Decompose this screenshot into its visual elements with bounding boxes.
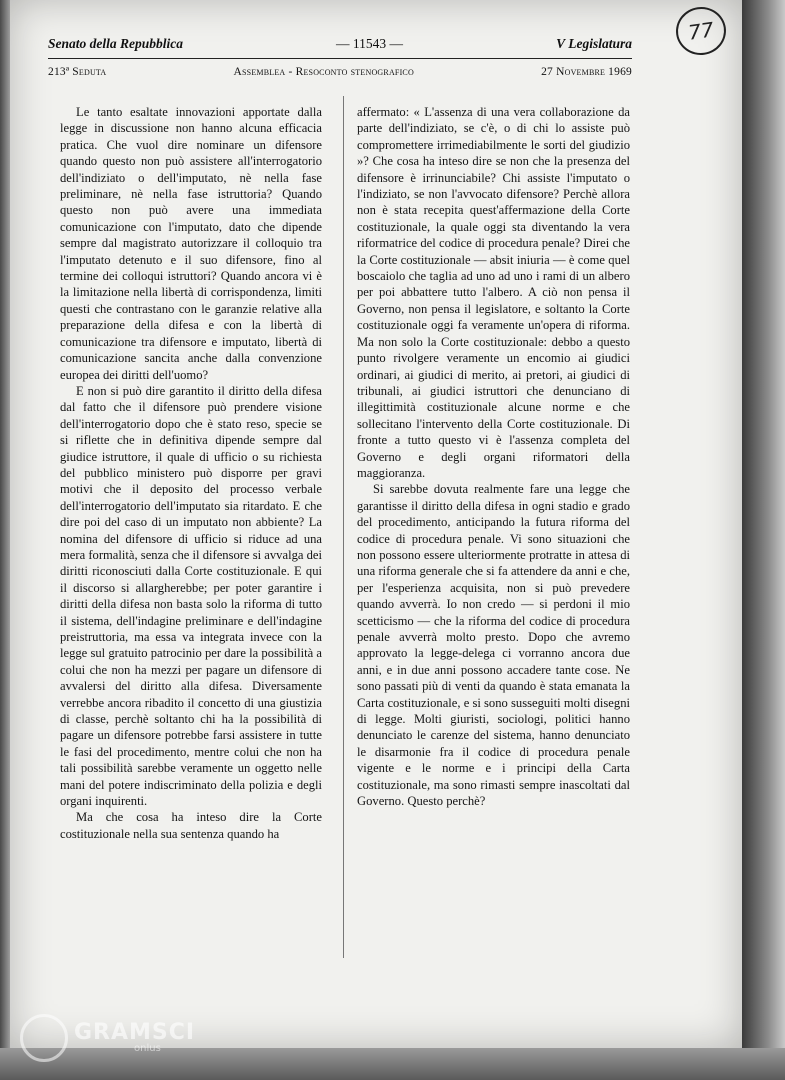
watermark-sub: onlus [134, 1043, 161, 1054]
paragraph: Le tanto esaltate innovazioni apportate dalla legge in discussione non hanno alcuna efficacia pratica. Che vuol dire nominare un difensore quando questo non può assistere all'interrogatorio dell'indiziato o dell'imputato, nè nella fase preliminare, nè nella fase istruttoria? Quando questo non può avere una immediata comunicazione con l'imputato, dato che dipende sempre dal magistrato autorizzare il colloquio tra l'imputato detenuto e il suo difensore, fino al termine dei colloqui istruttori? Quando ancora vi è la limitazione nella libertà di corrispondenza, limiti questi che contrastano con le garanzie relative alla preparazione della difesa e con la libertà di comunicazione tra difensore e imputato, libertà di comunicazione sancita anche dalla convenzione europea dei diritti dell'uomo? [60, 105, 322, 382]
paragraph: affermato: « L'assenza di una vera collaborazione da parte dell'indiziato, se c'è, o di chi lo assiste può compromettere irrimediabilmente le sorti del giudizio »? Che cosa ha inteso dire se non che la presenza del difensore è irrinunciabile? Chi assiste l'imputato o l'indiziato, se non l'avvocato difensore? Perchè allora non è stata recepita quest'affermazione della Corte costituzionale, la quale oggi sta diventando la vera riformatrice del codice di procedura penale? Direi che la Corte costituzionale — absit iniuria — è come quel boscaiolo che taglia ad uno ad uno i rami di un albero per poi abbattere tutto l'albero. A ciò non pensa il Governo, non pensa il legislatore, e soltanto la Corte costituzionale oggi fa veramente un'opera di riforma. Ma non solo la Corte costituzionale: debbo a questo punto rivolgere veramente un encomio ai giudici ordinari, ai giudici di merito, ai pretori, ai giudici di tribunali, ai giudici istruttori che denunciano di illegittimità costituzionale alcune norme e che sollecitano l'intervento della Corte costituzionale. Di fronte a tutto questo vi è l'assenza completa del Governo e degli organi riformatori della maggioranza. [357, 105, 630, 480]
scan-left-edge [0, 0, 10, 1080]
session-date: 27 Novembre 1969 [541, 66, 632, 78]
header-senate: Senato della Repubblica [48, 36, 183, 51]
left-column [60, 104, 322, 842]
handwritten-page-stamp: 77 [673, 4, 729, 58]
session-number: 213ª Seduta [48, 66, 107, 78]
session-header [48, 66, 632, 78]
watermark-name: GRAMSCI [74, 1020, 196, 1045]
paragraph: Ma che cosa ha inteso dire la Corte costituzionale nella sua sentenza quando ha [60, 810, 322, 841]
right-column [357, 104, 630, 809]
column-divider [343, 96, 344, 958]
running-header [48, 36, 632, 52]
header-rule [48, 58, 632, 59]
session-type: Assemblea - Resoconto stenografico [233, 66, 414, 78]
paragraph: E non si può dire garantito il diritto della difesa dal fatto che il difensore può prendere visione dell'interrogatorio dopo che è stato reso, specie se si riflette che in definitiva dipende sempre dal giudice istruttore, il quale di ufficio o su richiesta del pubblico ministero può disporre per gravi motivi che il deposito del processo verbale dell'interrogatorio dell'imputato sia ritardato. E che dire poi del caso di un imputato non abbiente? La nomina del difensore di ufficio si riduce ad una mera formalità, senza che il difensore si avvalga dei diritti riconosciuti dalla Corte costituzionale. E qui il discorso si allargherebbe; per poter garantire i diritti della difesa non basta solo la riforma di tutto il sistema, dell'indagine preliminare e dell'indagine preistruttoria, ma essa va integrata invece con la legge sul gratuito patrocinio per dare la possibilità a colui che non ha mezzi per pagare un difensore di avvalersi del diritto alla difesa. Diversamente verrebbe ancora ribadito il concetto di una giustizia di classe, perchè soltanto chi ha la possibilità di pagare un difensore potrebbe farsi assistere in tutte le fasi del procedimento, mentre colui che non ha tali possibilità sarebbe veramente un oggetto nelle mani del potere indiscriminato della polizia e degli organi inquirenti. [60, 383, 322, 809]
gramsci-watermark [20, 1012, 200, 1064]
header-legislature: V Legislatura [556, 36, 632, 51]
watermark-logo-icon [20, 1014, 68, 1062]
scan-right-edge [742, 0, 785, 1080]
header-page-number: — 11543 — [336, 36, 404, 51]
paragraph: Si sarebbe dovuta realmente fare una legge che garantisse il diritto della difesa in ogni stadio e grado del procedimento, anticipando la futura riforma del codice di procedura penale. Vi sono situazioni che non possono essere ulteriormente protratte in attesa di una riforma generale che si fa attendere da anni e che, per l'esperienza acquisita, non si può prevedere quando avverrà. Io non credo — si perdoni il mio scetticismo — che la riforma del codice di procedura penale avverrà molto presto. Dopo che avremo approvato la legge-delega ci vorranno ancora due anni, e in due anni possono accadere tante cose. Ne sono passati più di venti da quando è stata emanata la Carta costituzionale, e si sono susseguiti molti disegni di legge. Molti giuristi, sociologi, politici hanno denunciato le carenze del sistema, hanno denunciato le disarmonie fra il codice di procedura penale vigente e le norme e i principi della Carta costituzionale, ma sono rimasti sempre inascoltati dal Governo. Questo perchè? [357, 482, 630, 809]
